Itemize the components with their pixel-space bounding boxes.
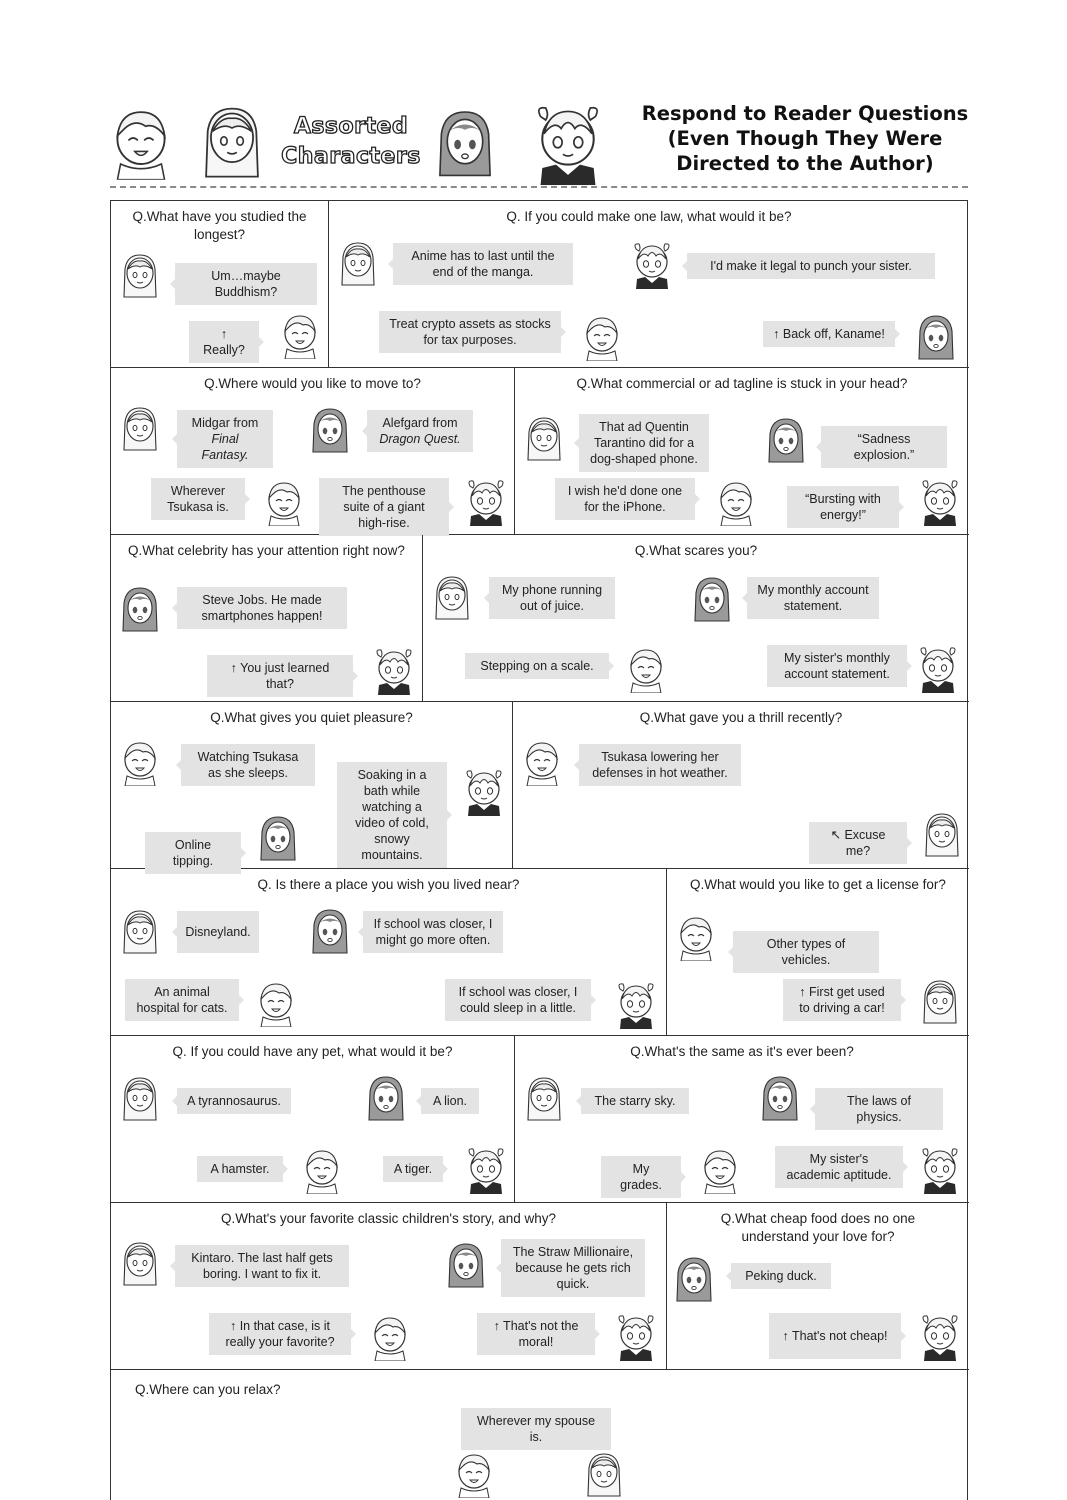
answer-bubble: Wherever Tsukasa is.: [151, 478, 245, 520]
question-license: Q.What would you like to get a license for?: [690, 877, 946, 892]
answer-bubble: A hamster.: [197, 1156, 283, 1182]
character-long-hair-icon: [523, 414, 565, 462]
panel-scares: [423, 535, 969, 702]
answer-bubble: [367, 410, 473, 452]
character-kaname-icon: [915, 313, 957, 361]
character-long-hair-icon: [119, 1074, 161, 1122]
character-tsukasa-icon: [715, 478, 757, 526]
answer-bubble: If school was closer, I might go more often.: [363, 911, 503, 953]
answer-bubble: My monthly account statement.: [747, 577, 879, 619]
qa-grid: [110, 200, 968, 1500]
character-tsukasa-icon: [453, 1450, 495, 1498]
answer-bubble: Wherever my spouse is.: [461, 1408, 611, 1450]
panel-place: [111, 869, 667, 1036]
answer-bubble: My sister's monthly account statement.: [767, 645, 907, 687]
answer-bubble: That ad Quentin Tarantino did for a dog-shaped phone.: [579, 414, 709, 472]
character-tsukasa-icon: [581, 313, 623, 361]
character-twintail-icon: [919, 1313, 961, 1361]
title-line-1: Respond to Reader Questions: [641, 102, 969, 125]
character-twintail-icon: [631, 241, 673, 289]
header-logo: [276, 112, 426, 172]
question-law: Q. If you could make one law, what would it be?: [506, 209, 792, 224]
answer-bubble: Treat crypto assets as stocks for tax purposes.: [379, 311, 561, 353]
answer-bubble: Soaking in a bath while watching a video of cold, snowy mountains.: [337, 762, 447, 868]
answer-bubble: “Sadness explosion.”: [821, 426, 947, 468]
character-kaname-icon: [673, 1255, 715, 1303]
question-celebrity: Q.What celebrity has your attention right now?: [128, 543, 405, 558]
character-kaname-icon: [257, 814, 299, 862]
answer-bubble: A tyrannosaurus.: [177, 1088, 291, 1114]
reply-bubble: ↑ Back off, Kaname!: [763, 321, 895, 347]
panel-pet: [111, 1036, 515, 1203]
panel-celebrity: [111, 535, 423, 702]
character-long-hair-icon: [921, 810, 963, 858]
character-long-hair-icon: [198, 94, 266, 188]
character-long-hair-icon: [431, 573, 473, 621]
title-line-2: (Even Though They Were: [667, 127, 943, 150]
character-kaname-icon: [434, 98, 496, 188]
character-kaname-icon: [445, 1241, 487, 1289]
character-twintail-icon: [465, 1146, 507, 1194]
answer-bubble: A lion.: [421, 1088, 479, 1114]
character-kaname-icon: [119, 585, 161, 633]
character-twintail-icon: [463, 768, 505, 816]
answer-bubble: My grades.: [601, 1156, 681, 1198]
answer-bubble: “Bursting with energy!”: [787, 486, 899, 528]
question-story: Q.What's your favorite classic children's story, and why?: [220, 1211, 557, 1226]
reply-bubble: ↑ That's not the moral!: [477, 1313, 595, 1355]
reply-bubble: ↑ You just learned that?: [207, 655, 353, 697]
panel-studied: [111, 201, 329, 368]
logo-line-2: Characters: [281, 144, 421, 169]
answer-bubble: A tiger.: [383, 1156, 443, 1182]
character-tsukasa-icon: [263, 478, 305, 526]
character-long-hair-icon: [119, 251, 161, 299]
panel-commercial: [515, 368, 969, 535]
answer-bubble: Stepping on a scale.: [465, 653, 609, 679]
question-scares: Q.What scares you?: [634, 543, 758, 558]
answer-bubble: Kintaro. The last half gets boring. I want to fix it.: [175, 1245, 349, 1287]
character-tsukasa-icon: [108, 96, 174, 188]
answer-bubble: The starry sky.: [581, 1088, 689, 1114]
question-relax: Q.Where can you relax?: [135, 1382, 281, 1397]
character-twintail-icon: [532, 100, 604, 188]
character-long-hair-icon: [119, 1239, 161, 1287]
character-tsukasa-icon: [301, 1146, 343, 1194]
character-long-hair-icon: [583, 1450, 625, 1498]
character-twintail-icon: [919, 478, 961, 526]
character-kaname-icon: [691, 575, 733, 623]
question-pleasure: Q.What gives you quiet pleasure?: [210, 710, 413, 725]
character-tsukasa-icon: [625, 645, 667, 693]
answer-title: Final Fantasy.: [201, 432, 249, 462]
question-move: Q.Where would you like to move to?: [204, 376, 421, 391]
panel-pleasure: [111, 702, 513, 869]
character-kaname-icon: [765, 416, 807, 464]
character-kaname-icon: [309, 907, 351, 955]
character-twintail-icon: [917, 645, 959, 693]
answer-bubble: Online tipping.: [145, 832, 241, 874]
character-tsukasa-icon: [521, 738, 563, 786]
answer-bubble: The laws of physics.: [815, 1088, 943, 1130]
question-place: Q. Is there a place you wish you lived near?: [257, 877, 520, 892]
character-kaname-icon: [759, 1074, 801, 1122]
answer-bubble: Steve Jobs. He made smartphones happen!: [177, 587, 347, 629]
panel-license: [667, 869, 969, 1036]
title-line-3: Directed to the Author): [676, 152, 934, 175]
character-long-hair-icon: [919, 977, 961, 1025]
character-long-hair-icon: [523, 1074, 565, 1122]
answer-title: Dragon Quest.: [379, 432, 461, 446]
character-kaname-icon: [365, 1074, 407, 1122]
question-studied: Q.What have you studied the longest?: [132, 209, 307, 242]
reply-bubble: ↑ First get used to driving a car!: [783, 979, 901, 1021]
panel-move: [111, 368, 515, 535]
answer-bubble: I wish he'd done one for the iPhone.: [555, 478, 695, 520]
panel-law: [329, 201, 969, 368]
character-tsukasa-icon: [369, 1313, 411, 1361]
character-tsukasa-icon: [675, 913, 717, 961]
reply-bubble: ↑ Really?: [189, 321, 259, 363]
reply-bubble: ↑ In that case, is it really your favorite?: [209, 1313, 351, 1355]
character-long-hair-icon: [119, 404, 161, 452]
character-long-hair-icon: [337, 239, 379, 287]
answer-text: Alefgard from: [382, 416, 458, 430]
answer-bubble: Tsukasa lowering her defenses in hot weather.: [579, 744, 741, 786]
answer-bubble: [177, 410, 273, 468]
panel-thrill: [513, 702, 969, 869]
reply-bubble: ↑ That's not cheap!: [769, 1313, 901, 1359]
character-twintail-icon: [615, 1313, 657, 1361]
page-title: [640, 101, 970, 176]
answer-bubble: An animal hospital for cats.: [125, 979, 239, 1021]
answer-bubble: The penthouse suite of a giant high-rise.: [319, 478, 449, 536]
character-tsukasa-icon: [255, 979, 297, 1027]
question-thrill: Q.What gave you a thrill recently?: [639, 710, 843, 725]
answer-bubble: My sister's academic aptitude.: [775, 1146, 903, 1188]
answer-bubble: The Straw Millionaire, because he gets rich quick.: [501, 1239, 645, 1297]
character-long-hair-icon: [119, 907, 161, 955]
answer-bubble: Peking duck.: [731, 1263, 831, 1289]
answer-bubble: Watching Tsukasa as she sleeps.: [181, 744, 315, 786]
question-food: Q.What cheap food does no one understand your love for?: [720, 1211, 916, 1244]
character-twintail-icon: [373, 647, 415, 695]
answer-bubble: Other types of vehicles.: [733, 931, 879, 973]
logo-line-1: Assorted: [293, 114, 409, 139]
character-tsukasa-icon: [699, 1146, 741, 1194]
answer-bubble: Disneyland.: [177, 911, 259, 953]
reply-bubble: ↖ Excuse me?: [809, 822, 907, 864]
character-twintail-icon: [465, 478, 507, 526]
panel-story: [111, 1203, 667, 1370]
question-same: Q.What's the same as it's ever been?: [630, 1044, 854, 1059]
answer-bubble: Anime has to last until the end of the manga.: [393, 243, 573, 285]
answer-bubble: Um…maybe Buddhism?: [175, 263, 317, 305]
character-twintail-icon: [615, 981, 657, 1029]
character-tsukasa-icon: [119, 738, 161, 786]
answer-bubble: If school was closer, I could sleep in a little.: [445, 979, 591, 1021]
panel-food: [667, 1203, 969, 1370]
header-divider: [110, 186, 968, 188]
character-tsukasa-icon: [279, 311, 321, 359]
question-pet: Q. If you could have any pet, what would it be?: [172, 1044, 453, 1059]
answer-bubble: I'd make it legal to punch your sister.: [687, 253, 935, 279]
answer-bubble: My phone running out of juice.: [489, 577, 615, 619]
character-twintail-icon: [919, 1146, 961, 1194]
panel-same: [515, 1036, 969, 1203]
answer-text: Midgar from: [191, 416, 259, 430]
character-kaname-icon: [309, 406, 351, 454]
panel-relax: [111, 1370, 969, 1500]
question-commercial: Q.What commercial or ad tagline is stuck in your head?: [576, 376, 908, 391]
